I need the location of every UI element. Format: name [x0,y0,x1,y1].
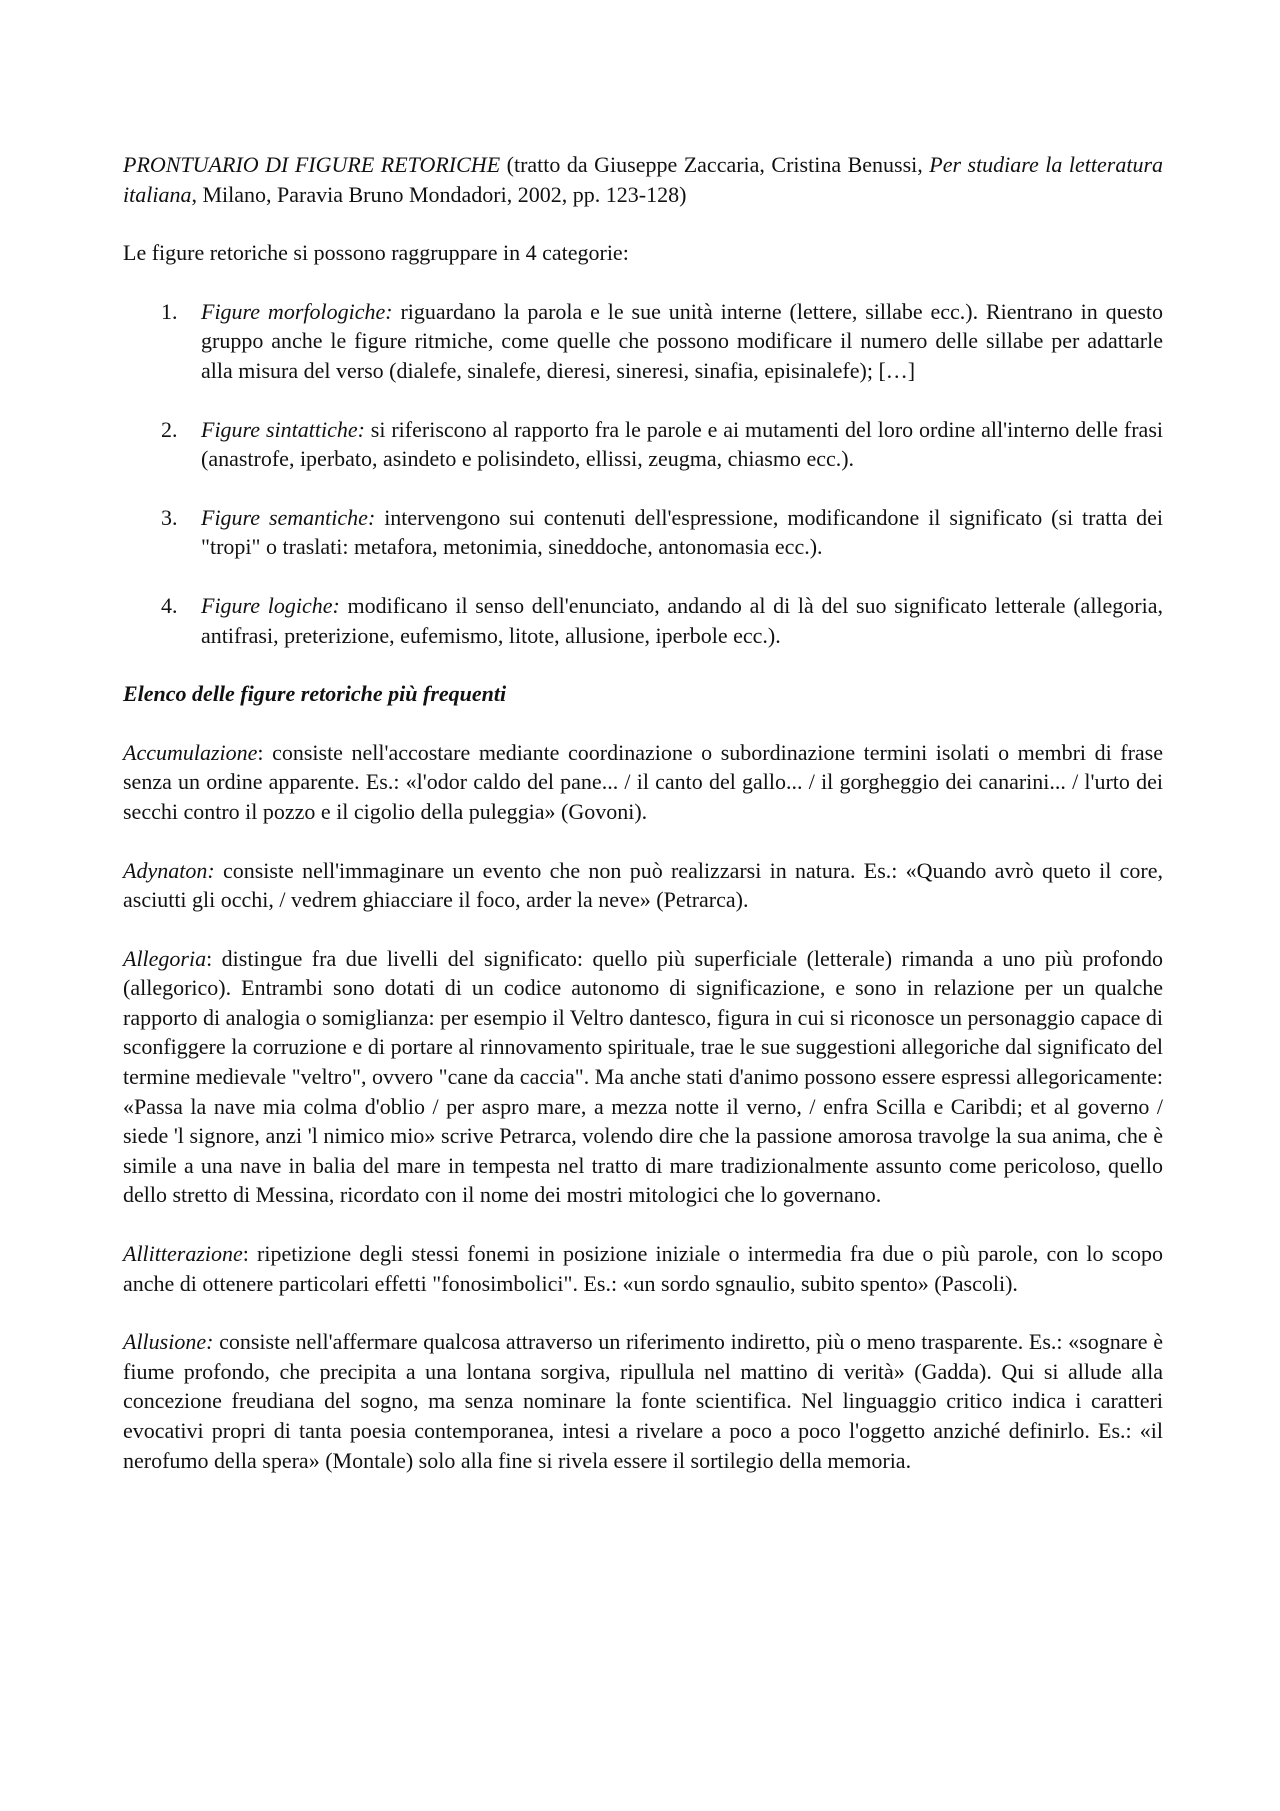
entry-term: Accumulazione [123,739,258,765]
category-text: si riferiscono al rapporto fra le parole e ai mutamenti del loro ordine all'interno delle frasi (anastrofe, iperbato, asindeto e polisindeto, ellissi, zeugma, chiasmo ecc.). [201,416,1163,472]
category-text: intervengono sui contenuti dell'espressione, modificandone il significato (si tratta dei "tropi" o traslati: metafora, metonimia, sineddoche, antonomasia ecc.). [201,504,1164,560]
categories-list [123,297,1163,650]
book-title: Per studiare la letteratura italiana [123,152,1164,207]
category-name: Figure semantiche: [201,504,376,530]
entry-term: Allegoria [123,945,207,971]
entry-definition: : distingue fra due livelli del significato: quello più superficiale (letterale) rimanda a uno più profondo (allegorico). Entrambi sono dotati di un codice autonomo di significazione, e sono in relazione per un qualche rapporto di analogia o somiglianza: per esempio il Veltro dantesco, figura in cui si riconosce un personaggio capace di sconfiggere la corruzione e di portare al rinnovamento spirituale, trae le sue suggestioni allegoriche dal significato del termine medievale "veltro", ovvero "cane da caccia". Ma anche stati d'animo possono essere espressi allegoricamente: «Passa la nave mia colma d'oblio / per aspro mare, a mezza notte il verno, / enfra Scilla e Caribdi; et al governo / siede 'l signore, anzi 'l nimico mio» scrive Petrarca, volendo dire che la passione amorosa travolge la sua anima, che è simile a una nave in balia del mare in tempesta nel tratto di mare tradizionalmente assunto come pericoloso, quello dello stretto di Messina, ricordato con il nome dei mostri mitologici che lo governano. [123,945,1163,1208]
category-item [123,415,1163,474]
category-name: Figure logiche: [201,592,340,618]
entry-term: Allusione: [123,1329,214,1355]
title-bold: PRONTUARIO DI FIGURE RETORICHE [123,152,501,177]
entry-definition: : consiste nell'accostare mediante coordinazione o subordinazione termini isolati o membri di frase senza un ordine apparente. Es.: «l'odor caldo del pane... / il canto del gallo... / il gorgheggio dei canarini... / l'urto dei secchi contro il pozzo e il cigolio della puleggia» (Govoni). [123,739,1163,824]
entry-accumulazione [123,738,1163,827]
category-number: 2. [161,416,178,442]
entry-allegoria [123,944,1163,1210]
entry-allusione [123,1327,1163,1475]
category-item [123,503,1163,562]
title-citation-part2: , Milano, Paravia Bruno Mondadori, 2002, pp. 123-128) [191,181,687,207]
document-title [123,150,1163,209]
entry-definition: consiste nell'immaginare un evento che non può realizzarsi in natura. Es.: «Quando avrò queto il core, asciutti gli occhi, / vedrem ghiacciare il foco, arder la neve» (Petrarca). [123,857,1163,913]
title-citation-part1: (tratto da Giuseppe Zaccaria, Cristina Benussi, [500,152,930,177]
entry-adynaton [123,856,1163,915]
intro-text: Le figure retoriche si possono raggruppare in 4 categorie: [123,240,629,266]
category-number: 1. [161,298,178,324]
category-name: Figure morfologiche: [201,298,393,324]
entry-term: Allitterazione [123,1241,243,1267]
entry-term: Adynaton: [123,857,215,883]
category-number: 3. [161,504,178,530]
entry-definition: : ripetizione degli stessi fonemi in posizione iniziale o intermedia fra due o più parole, con lo scopo anche di ottenere particolari effetti "fonosimbolici". Es.: «un sordo sgnaulio, subito spento» (Pascoli). [123,1241,1163,1296]
entry-allitterazione [123,1239,1163,1298]
section-title: Elenco delle figure retoriche più frequenti [123,681,507,707]
category-name: Figure sintattiche: [201,416,365,442]
category-text: modificano il senso dell'enunciato, andando al di là del suo significato letterale (allegoria, antifrasi, preterizione, eufemismo, litote, allusione, iperbole ecc.). [201,592,1164,648]
category-number: 4. [161,592,178,618]
document-page [123,150,1163,1504]
entry-definition: consiste nell'affermare qualcosa attraverso un riferimento indiretto, più o meno trasparente. Es.: «sognare è fiume profondo, che precipita a una lontana sorgiva, ripullula nel mattino di verità» (Gadda). Qui si allude alla concezione freudiana del sogno, ma senza nominare la fonte scientifica. Nel linguaggio critico indica i caratteri evocativi propri di tanta poesia contemporanea, intesi a rivelare a poco a poco l'oggetto anziché definirlo. Es.: «il nerofumo della spera» (Montale) solo alla fine si rivela essere il sortilegio della memoria. [123,1329,1163,1473]
category-text: riguardano la parola e le sue unità interne (lettere, sillabe ecc.). Rientrano in questo gruppo anche le figure ritmiche, come quelle che possono modificare il numero delle sillabe per adattarle alla misura del verso (dialefe, sinalefe, dieresi, sineresi, sinafia, episinalefe); […] [201,298,1164,383]
category-item [123,591,1163,650]
category-item [123,297,1163,386]
